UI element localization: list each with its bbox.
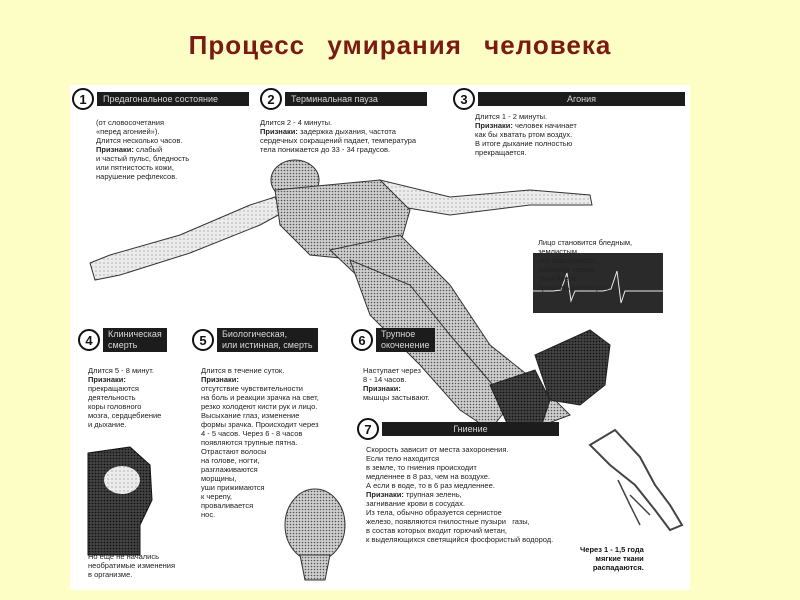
stage-4-note <box>88 552 175 579</box>
stage-3-number: 3 <box>453 88 475 110</box>
stage-7-signs: Из тела, обычно образуется сернистое <box>366 508 502 517</box>
stage-6-title-line: окоченение <box>381 340 430 350</box>
skeleton-caption <box>580 545 644 572</box>
stage-2-title: Терминальная пауза <box>285 92 427 106</box>
stage-4-signs: деятельность <box>88 393 136 402</box>
stage-5-signs: к черепу, <box>201 492 232 501</box>
stage-4-line: Длится 5 - 8 минут. <box>88 366 154 375</box>
stage-3-header <box>453 91 685 107</box>
stage-4-title-line: смерть <box>108 340 138 350</box>
stage-3-extra: свой блеск, <box>538 274 578 283</box>
stage-2-signs: тела понижается до 33 - 34 градусов. <box>260 145 391 154</box>
stage-1-line: «перед агонией»). <box>96 127 160 136</box>
stage-7-signs: к выделяющихся светящийся фосфористый водород. <box>366 535 554 544</box>
stage-2-number: 2 <box>260 88 282 110</box>
stage-1-signs: нарушение рефлексов. <box>96 172 178 181</box>
stage-5-signs: морщины, <box>201 474 237 483</box>
stage-5-signs: Отрастают волосы <box>201 447 267 456</box>
stage-1-signs: слабый <box>133 145 163 154</box>
stage-3-signs: прекращается. <box>475 148 527 157</box>
stage-4-header <box>78 328 167 352</box>
stage-5-title <box>217 328 318 352</box>
stage-6-title <box>376 328 435 352</box>
stage-4-signs: коры головного <box>88 402 142 411</box>
stage-2-text <box>260 118 416 154</box>
skeleton-caption-line: Через 1 - 1,5 года <box>580 545 644 554</box>
stage-1-number: 1 <box>72 88 94 110</box>
stage-6-title-line: Трупное <box>381 329 416 339</box>
stage-5-signs: формы зрачка. Происходит через <box>201 420 319 429</box>
stage-6-header <box>351 328 435 352</box>
stage-1-title: Предагональное состояние <box>97 92 249 106</box>
stage-7-line: Скорость зависит от места захоронения. <box>366 445 509 454</box>
stage-6-line: 8 - 14 часов. <box>363 375 407 384</box>
stage-3-extra: Лицо становится бледным, <box>538 238 633 247</box>
stage-3-signs: В итоге дыхание полностью <box>475 139 573 148</box>
stage-7-text <box>366 445 553 544</box>
stage-5-header <box>192 328 318 352</box>
stage-5-text <box>201 366 319 519</box>
stage-3-line: Длится 1 - 2 минуты. <box>475 112 548 121</box>
stage-7-signs-label: Признаки: <box>366 490 404 499</box>
stage-3-title: Агония <box>478 92 685 106</box>
stage-5-signs: нос. <box>201 510 216 519</box>
stage-5-title-line: или истинная, смерть <box>222 340 313 350</box>
stage-5-signs: на боль и реакции зрачка на свет, <box>201 393 319 402</box>
stage-7-line: Если тело находится <box>366 454 440 463</box>
stage-2-header <box>260 91 427 107</box>
stage-7-title: Гниение <box>382 422 559 436</box>
stage-4-text <box>88 366 161 429</box>
stage-4-title-line: Клиническая <box>108 329 162 339</box>
stage-5-signs: 4 - 5 часов. Через 6 - 8 часов <box>201 429 303 438</box>
stage-7-signs: трупная зелень, <box>403 490 462 499</box>
stage-3-extra: роговица теряет <box>538 265 595 274</box>
stage-6-line: Наступает через <box>363 366 421 375</box>
stage-4-extra: в организме. <box>88 570 133 579</box>
stage-3-signs: человек начинает <box>512 121 577 130</box>
stage-2-line: Длится 2 - 4 минуты. <box>260 118 333 127</box>
stage-4-title <box>103 328 167 352</box>
stage-4-extra: Но еще не начались <box>88 552 160 561</box>
stage-4-signs-label: Признаки: <box>88 375 126 384</box>
stage-4-extra: необратимые изменения <box>88 561 176 570</box>
stage-4-signs: прекращаются <box>88 384 139 393</box>
stage-5-signs-label: Признаки: <box>201 375 239 384</box>
stage-5-signs: отсутствие чувствительности <box>201 384 303 393</box>
stage-3-extra: приоткрывается рот. <box>538 283 609 292</box>
stage-2-signs-label: Признаки: <box>260 127 298 136</box>
stage-7-line: в земле, то гниения происходит <box>366 463 477 472</box>
stage-2-signs: сердечных сокращений падает, температура <box>260 136 417 145</box>
skeleton-caption-line: распадаются. <box>592 563 644 572</box>
stage-4-signs: мозга, сердцебиение <box>88 411 162 420</box>
stage-5-signs: проваливается <box>201 501 254 510</box>
stage-1-line: (от словосочетания <box>96 118 165 127</box>
stage-3-text <box>475 112 577 157</box>
stage-5-line: Длится в течение суток. <box>201 366 285 375</box>
stage-5-signs: на голове, ногти, <box>201 456 260 465</box>
stage-5-signs: появляются трупные пятна. <box>201 438 298 447</box>
stage-3-extra: нос заостряется, <box>538 256 597 265</box>
stage-3-signs: как бы хватать ртом воздух. <box>475 130 573 139</box>
stage-3-signs-label: Признаки: <box>475 121 513 130</box>
stage-5-title-line: Биологическая, <box>222 329 288 339</box>
stage-6-signs: мышцы застывают. <box>363 393 430 402</box>
stage-7-line: медленнее в 8 раз, чем на воздухе. <box>366 472 491 481</box>
stage-7-signs: в состав которых входит горючий метан, <box>366 526 508 535</box>
stage-5-signs: уши прижимаются <box>201 483 265 492</box>
page-title: Процесс умирания человека <box>188 30 612 60</box>
illustration-panel <box>70 85 690 590</box>
stage-2-signs: задержка дыхания, частота <box>297 127 396 136</box>
stage-5-signs: резко холодеют кисти рук и лицо. <box>201 402 318 411</box>
stage-3-extra: землистым, <box>538 247 580 256</box>
stage-4-signs: и дыхание. <box>88 420 127 429</box>
stage-7-line: А если в воде, то в 6 раз медленнее. <box>366 481 495 490</box>
stage-7-signs: железо, появляются гнилостные пузыри газы, <box>366 517 530 526</box>
stage-4-number: 4 <box>78 329 100 351</box>
skeleton-caption-line: мягкие ткани <box>595 554 644 563</box>
stage-3-face-text <box>538 238 632 292</box>
stage-5-signs: разглаживаются <box>201 465 258 474</box>
stage-7-number: 7 <box>357 418 379 440</box>
stage-1-signs: и частый пульс, бледность <box>96 154 190 163</box>
stage-5-signs: Высыхание глаз, изменение <box>201 411 300 420</box>
stage-1-line: Длится несколько часов. <box>96 136 183 145</box>
stage-1-header <box>72 91 249 107</box>
stage-7-header <box>357 421 559 437</box>
stage-5-number: 5 <box>192 329 214 351</box>
stage-1-text <box>96 118 189 181</box>
stage-6-number: 6 <box>351 329 373 351</box>
stage-6-text <box>363 366 430 402</box>
stage-1-signs-label: Признаки: <box>96 145 134 154</box>
stage-1-signs: или пятнистость кожи, <box>96 163 174 172</box>
stage-7-signs: загнивание крови в сосудах. <box>366 499 465 508</box>
stage-6-signs-label: Признаки: <box>363 384 401 393</box>
